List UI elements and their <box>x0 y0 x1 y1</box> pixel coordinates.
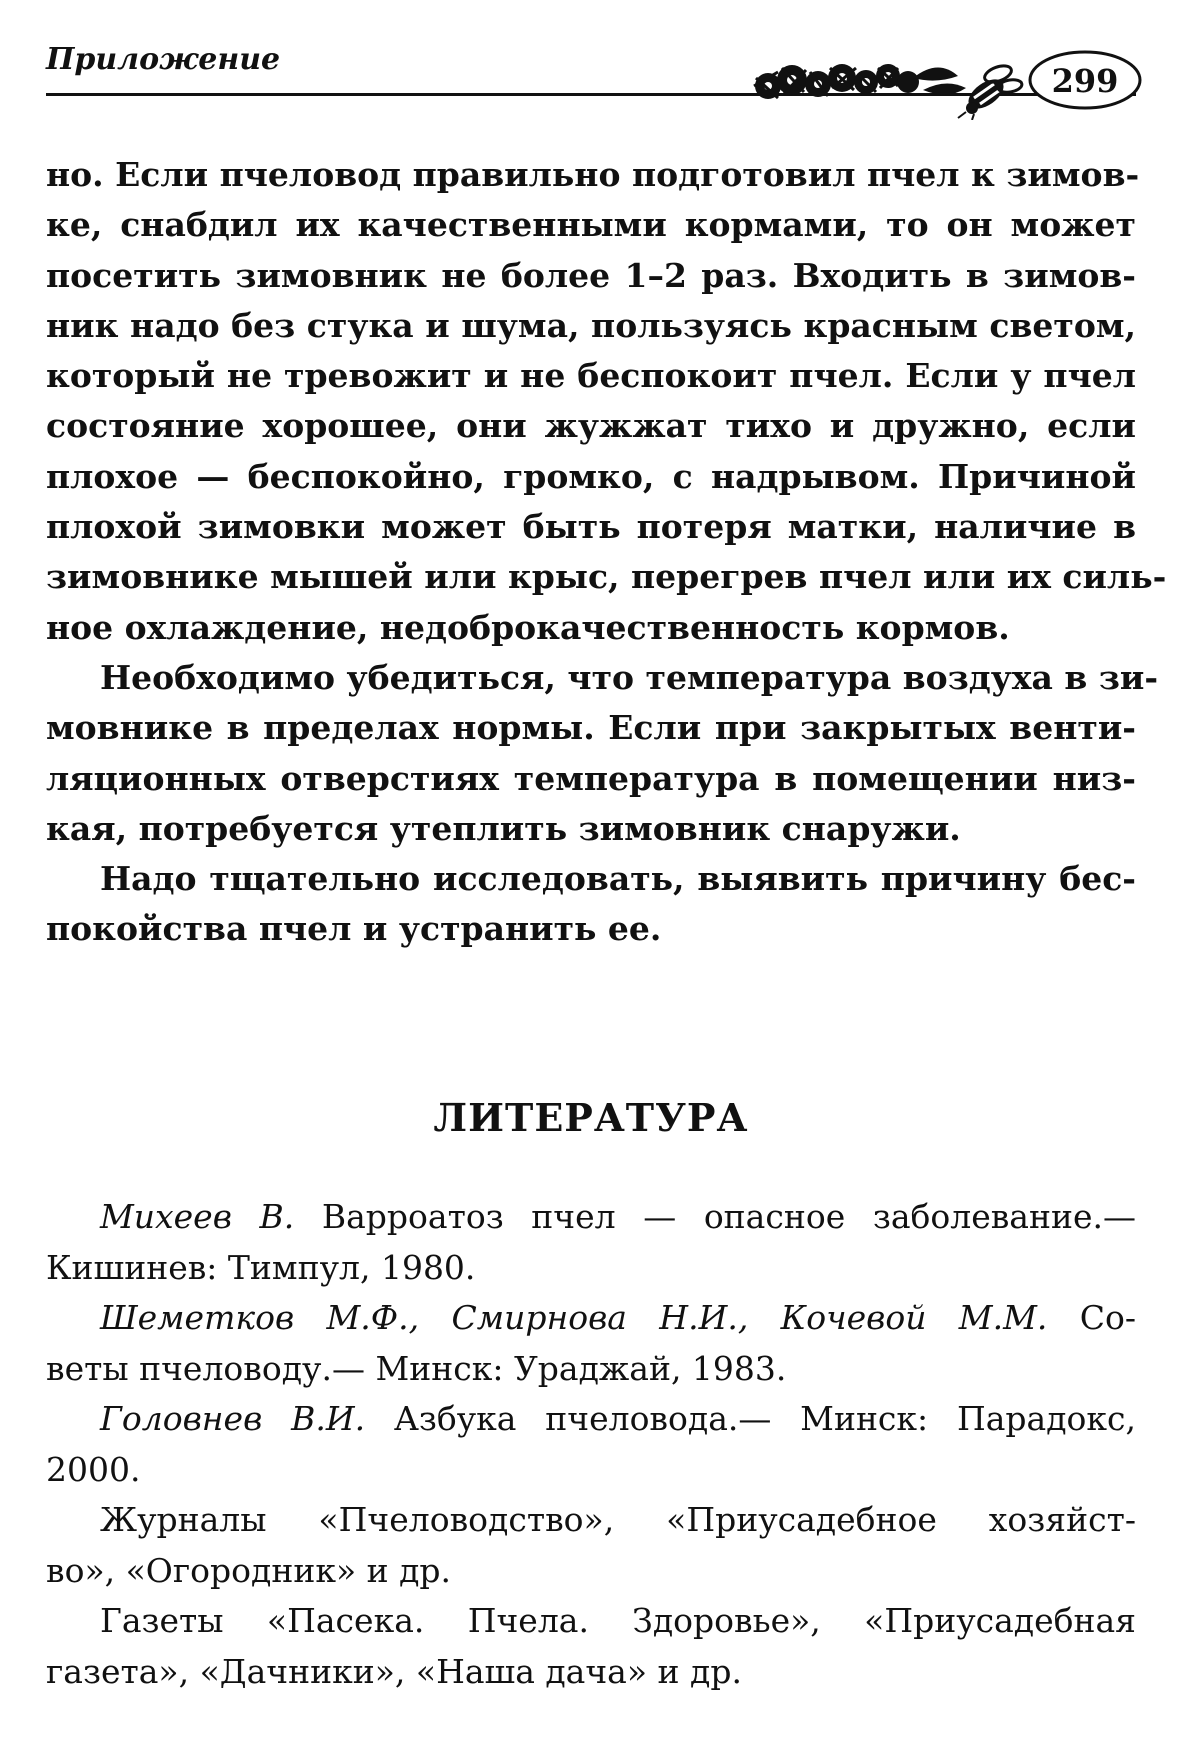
paragraph-3 <box>46 854 1136 955</box>
entry-text: Со- <box>1047 1298 1136 1337</box>
text-line: Надо тщательно исследовать, выявить причину бес- <box>100 859 1136 899</box>
entry-line: газета», «Дачники», «Наша дача» и др. <box>46 1651 742 1691</box>
entry-line: во», «Огородник» и др. <box>46 1550 452 1590</box>
text-line: плохое — беспокойно, громко, с надрывом. Причиной <box>46 456 1136 496</box>
text-line: зимовнике мышей или крыс, перегрев пчел или их силь- <box>46 557 1167 597</box>
entry-text: Варроатоз пчел — опасное заболевание.— <box>294 1197 1136 1236</box>
literature-entry <box>46 1293 1136 1394</box>
entry-line <box>46 1394 1136 1445</box>
text-line: посетить зимовник не более 1–2 раз. Входить в зимов- <box>46 255 1136 295</box>
literature-entry <box>46 1394 1136 1495</box>
entry-line: Кишинев: Тимпул, 1980. <box>46 1247 476 1287</box>
paragraph-1 <box>46 150 1167 653</box>
text-line: мовнике в пределах нормы. Если при закрытых венти- <box>46 708 1136 748</box>
entry-author: Михеев В. <box>100 1197 295 1236</box>
text-line: ное охлаждение, недоброкачественность кормов. <box>46 607 1010 647</box>
text-line: ке, снабдил их качественными кормами, то он может <box>46 205 1136 245</box>
entry-author: Головнев В.И. <box>100 1399 366 1438</box>
text-line: Необходимо убедиться, что температура воздуха в зи- <box>100 657 1159 697</box>
paragraph-2 <box>46 653 1159 854</box>
text-line: плохой зимовки может быть потеря матки, наличие в <box>46 507 1136 547</box>
page-number: 299 <box>1051 62 1119 100</box>
entry-line <box>46 1293 1136 1344</box>
entry-text: Азбука пчеловода.— Минск: Парадокс, <box>365 1399 1136 1438</box>
entry-line <box>46 1192 1136 1243</box>
text-line: который не тревожит и не беспокоит пчел. Если у пчел <box>46 356 1136 396</box>
entry-author: Шеметков М.Ф., Смирнова Н.И., Кочевой М.М. <box>100 1298 1048 1337</box>
running-head: Приложение <box>46 42 281 77</box>
literature-list <box>46 1192 1136 1697</box>
text-line: кая, потребуется утеплить зимовник снаружи. <box>46 808 961 848</box>
entry-line: Журналы «Пчеловодство», «Приусадебное хозяйст- <box>100 1500 1136 1539</box>
literature-entry <box>46 1192 1136 1293</box>
literature-heading: ЛИТЕРАТУРА <box>433 1095 749 1140</box>
text-line: ник надо без стука и шума, пользуясь красным светом, <box>46 305 1136 345</box>
entry-line: Газеты «Пасека. Пчела. Здоровье», «Приусадебная <box>100 1601 1136 1640</box>
text-line: покойства пчел и устранить ее. <box>46 909 662 949</box>
entry-line: 2000. <box>46 1449 141 1489</box>
text-line: состояние хорошее, они жужжат тихо и дружно, если <box>46 406 1136 446</box>
literature-entry <box>46 1495 1136 1596</box>
literature-entry <box>46 1596 1136 1697</box>
body-text <box>46 150 1167 955</box>
text-line: но. Если пчеловод правильно подготовил пчел к зимов- <box>46 155 1140 194</box>
bee-and-flowers-ornament-icon <box>748 38 1038 120</box>
entry-line: веты пчеловоду.— Минск: Ураджай, 1983. <box>46 1348 787 1388</box>
text-line: ляционных отверстиях температура в помещении низ- <box>46 758 1136 798</box>
